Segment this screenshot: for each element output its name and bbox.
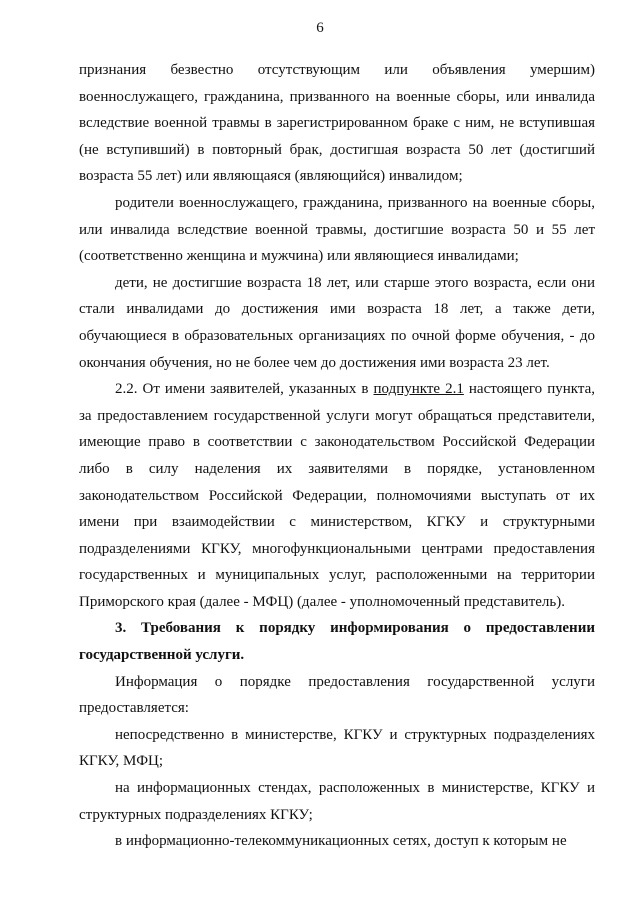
document-body: [79, 57, 595, 855]
paragraph-information-provided: Информация о порядке предоставления государственной услуги предоставляется:: [79, 673, 595, 717]
list-item-info-stands: на информационных стендах, расположенных в министерстве, КГКУ и структурных подразделениях КГКУ;: [79, 780, 595, 823]
paragraph-spouse-continuation: признания безвестно отсутствующим или объявления умершим) военнослужащего, гражданина, призванного на военные сборы, или инвалида вследствие военной травмы в зарегистрированном браке с ним, не вступившая (не вступивший) в повторный брак, достигшая возраста 50 лет (достигший возраста 55 лет) или являющаяся (являющийся) инвалидом;: [79, 62, 595, 185]
page-number: 6: [316, 20, 324, 36]
paragraph-2-2-text-start: 2.2. От имени заявителей, указанных в: [115, 381, 374, 398]
paragraph-children: дети, не достигшие возраста 18 лет, или старше этого возраста, если они стали инвалидами до достижения ими возраста 18 лет, а также дети, обучающиеся в образовательных организациях по очной форме обучения, - до окончания обучения, но не более чем до достижения ими возраста 23 лет.: [79, 274, 595, 371]
list-item-directly: непосредственно в министерстве, КГКУ и структурных подразделениях КГКУ, МФЦ;: [79, 726, 595, 770]
paragraph-parents: родители военнослужащего, гражданина, призванного на военные сборы, или инвалида вследствие военной травмы, достигшие возраста 50 и 55 лет (соответственно женщина и мужчина) или являющиеся инвалидами;: [79, 194, 595, 265]
subclause-2-1-link[interactable]: подпункте 2.1: [373, 381, 464, 398]
section-3-heading: 3. Требования к порядку информирования о предоставлении государственной услуги.: [79, 620, 595, 664]
paragraph-2-2-representatives: [79, 376, 595, 615]
list-item-networks: в информационно-телекоммуникационных сетях, доступ к которым не: [115, 833, 567, 850]
paragraph-2-2-text-end: настоящего пункта, за предоставлением государственной услуги могут обращаться представители, имеющие право в соответствии с законодательством Российской Федерации либо в силу наделения их заявителями в порядке, установленном законодательством Российской Федерации, полномочиями выступать от их имени при взаимодействии с министерством, КГКУ и структурными подразделениями КГКУ, многофункциональными центрами предоставления государственных и муниципальных услуг, расположенными на территории Приморского края (далее - МФЦ) (далее - уполномоченный представитель).: [79, 381, 595, 610]
